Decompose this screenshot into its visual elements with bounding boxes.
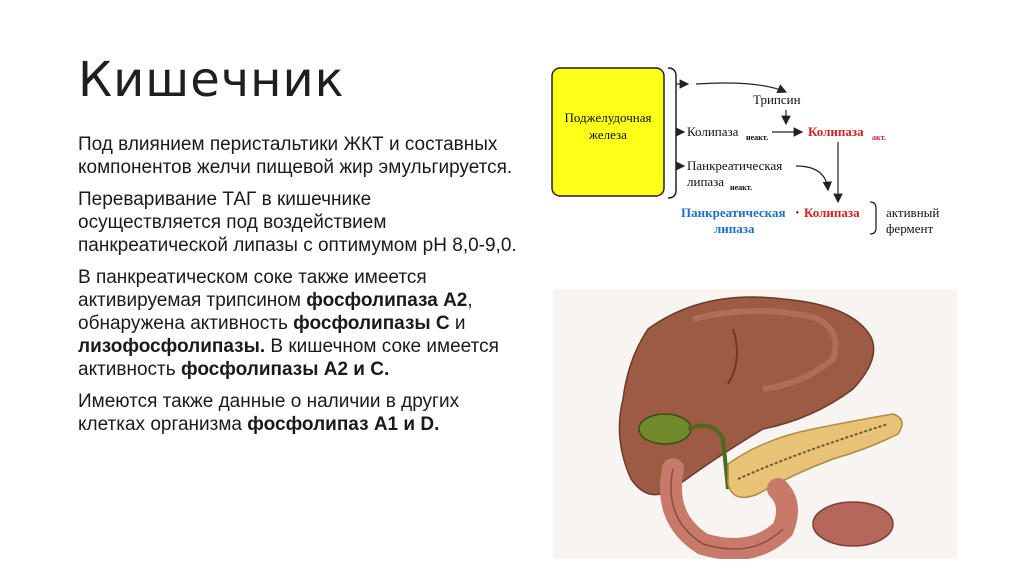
p3-text-3: и [449,313,466,334]
gallbladder-shape [639,414,691,444]
p4-text-1: Имеются также данные о наличии в других клетках организма [78,391,460,435]
complex-lipase-1: Панкреатическая [681,205,786,220]
p3-bold-4: фосфолипазы А2 и С. [180,359,390,380]
result-label-1: активный [886,205,940,220]
diagram-svg [548,62,978,252]
complex-bracket [870,202,876,234]
digestive-organs-illustration [553,289,958,559]
gland-label-2: железа [589,127,627,142]
complex-lipase-2: липаза [714,221,755,236]
lipase-activation-diagram [548,62,978,252]
paragraph-2: Переваривание ТАГ в кишечнике осуществляется под воздействием панкреатической липазы с оптимумом pH 8,0-9,0. [78,189,517,256]
colipase-active-sub: акт. [872,133,886,142]
arrow-to-trypsin [696,83,786,92]
p3-bold-2: фосфолипазы С [293,313,450,334]
gland-bracket [668,68,676,198]
paragraph-1: Под влиянием перистальтики ЖКТ и составных компонентов желчи пищевой жир эмульгируется. [78,134,513,178]
p3-text-4: В кишечном соке имеется активность [78,336,499,380]
trypsin-label: Трипсин [753,92,801,107]
p3-bold-3: лизофосфолипазы. [78,336,266,357]
p3-bold-1: фосфолипаза А2 [306,290,468,311]
p3-text-2: , обнаружена активность [78,290,473,334]
complex-colipase: Колипаза [804,205,860,220]
lipase-label-1: Панкреатическая [687,158,783,173]
colipase-sub: неакт. [746,133,769,142]
stomach-shape [813,502,893,546]
lipase-sub: неакт. [730,183,753,192]
gland-label-1: Поджелудочная [564,110,652,125]
paragraph-3 [78,266,518,381]
result-label-2: фермент [886,221,934,236]
slide-body [78,133,518,445]
complex-dot: · [795,206,800,221]
organs-svg [553,289,958,559]
paragraph-4 [78,390,518,436]
colipase-label: Колипаза [687,124,739,139]
p3-text-1: В панкреатическом соке также имеется активируемая трипсином [78,267,427,311]
p4-bold-1: фосфолипаз А1 и D. [247,414,440,435]
lipase-label-2: липаза [687,174,725,189]
arrow-lipase-to-complex [796,166,828,190]
colipase-active-label: Колипаза [808,124,864,139]
slide-title: Кишечник [78,52,345,108]
